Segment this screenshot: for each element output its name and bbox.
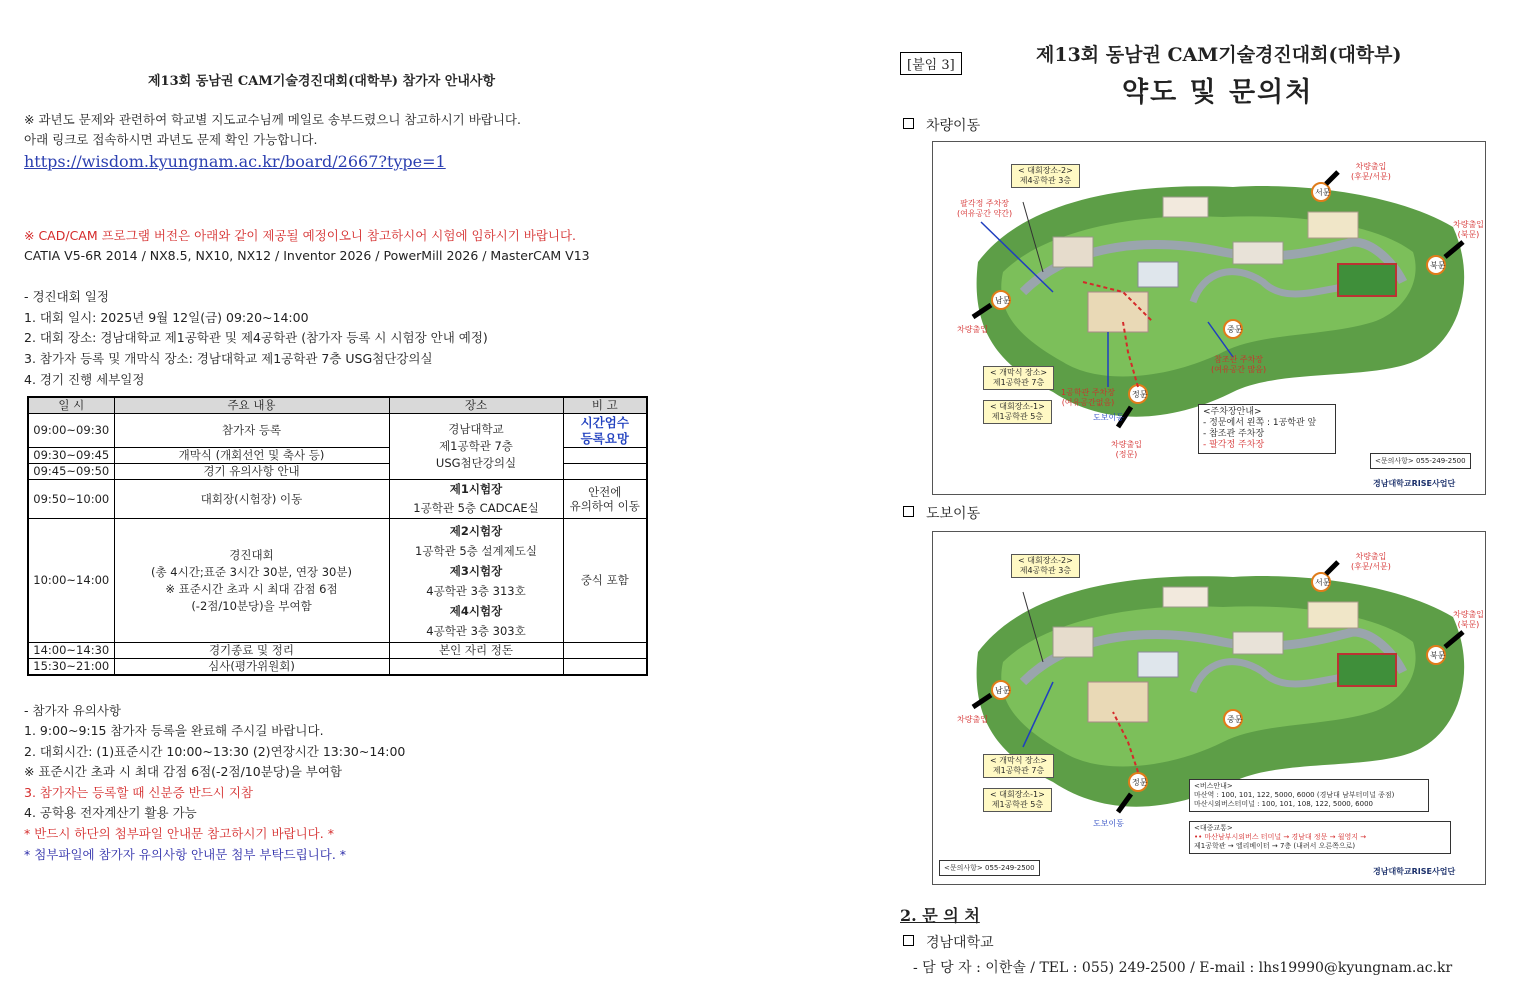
info-line: <버스안내> (1194, 782, 1233, 790)
section-label: 도보이동 (926, 506, 981, 522)
content-cell: 경기 유의사항 안내 (114, 464, 389, 480)
caution-item: 2. 대회시간: (1)표준시간 10:00~13:30 (2)연장시간 13:30~14:00 (24, 744, 406, 759)
caution-item: * 반드시 하단의 첨부파일 안내문 참고하시기 바랍니다. * (24, 826, 334, 841)
label-line: 차량출입 (1453, 610, 1484, 619)
table-row (28, 414, 647, 448)
west-gate: 서문 (1315, 578, 1331, 587)
parking-chamjo-label (1211, 355, 1266, 375)
brand-logo: 경남대학교RISE사업단 (1373, 867, 1456, 876)
venue-cell (389, 480, 563, 519)
schedule-item: 4. 경기 진행 세부일정 (24, 372, 145, 387)
table-header-row (28, 397, 647, 414)
note-line: 유의하여 이동 (569, 499, 640, 513)
venue-line: USG첨단강의실 (435, 456, 517, 470)
info-line: 제1공학관 → 엘리베이터 → 7층 (내려서 오른쪽으로) (1194, 842, 1356, 850)
content-cell: 심사(평가위원회) (114, 659, 389, 676)
label-line: (여유공간없음) (1061, 398, 1115, 407)
table-header: 주요 내용 (114, 397, 389, 414)
schedule-item: 3. 참가자 등록 및 개막식 장소: 경남대학교 제1공학관 7층 USG첨단강의실 (24, 351, 433, 366)
label-line: 팔각정 주차장 (960, 199, 1010, 208)
cad-notice: ※ CAD/CAM 프로그램 버전은 아래와 같이 제공될 예정이오니 참고하시어 시험에 임하시기 바랍니다. (24, 228, 577, 243)
info-line: •• 마산남부시외버스 터미널 → 경남대 정문 → 월영지 → (1194, 833, 1367, 841)
label-line: < 대회장소-1> (990, 790, 1045, 799)
note-line: 등록요망 (580, 430, 629, 446)
time-cell: 09:30~09:45 (28, 448, 114, 464)
schedule-table (27, 396, 648, 676)
table-row (28, 480, 647, 519)
venue-cell (389, 659, 563, 676)
walk-label: 도보이동 (1093, 819, 1124, 828)
caution-item: 1. 9:00~9:15 참가자 등록을 완료해 주시길 바랍니다. (24, 723, 324, 738)
main-gate-label (1111, 440, 1142, 460)
venue-line: 4공학관 3층 313호 (426, 583, 526, 598)
label-line: (후문/서문) (1351, 562, 1391, 571)
time-cell: 15:30~21:00 (28, 659, 114, 676)
west-gate-label (1351, 552, 1391, 572)
brand-logo: 경남대학교RISE사업단 (1373, 479, 1456, 488)
venue1-label (983, 788, 1052, 812)
content-cell: 참가자 등록 (114, 414, 389, 448)
note-cell (563, 659, 647, 676)
checkbox-icon (903, 935, 914, 946)
schedule-item: 2. 대회 장소: 경남대학교 제1공학관 및 제4공학관 (참가자 등록 시 시험장 안내 예정) (24, 330, 488, 345)
venue-line: 1공학관 5층 설계제도실 (415, 543, 537, 558)
venue-line: 제1시험장 (449, 482, 503, 496)
content-cell: 경기종료 및 정리 (114, 643, 389, 659)
schedule-item: 1. 대회 일시: 2025년 9월 12일(금) 09:20~14:00 (24, 310, 309, 325)
org-line (903, 932, 994, 952)
venue2-label (1011, 554, 1080, 578)
note-line: 시간엄수 (580, 414, 629, 430)
info-line: <대중교통> (1194, 824, 1233, 832)
label-line: < 대회장소-2> (1018, 556, 1073, 565)
north-gate: 북문 (1430, 651, 1446, 660)
table-header: 비 고 (563, 397, 647, 414)
note-cell (563, 464, 647, 480)
time-cell: 09:45~09:50 (28, 464, 114, 480)
label-line: 제1공학관 5층 (991, 800, 1044, 809)
venue-line: 4공학관 3층 303호 (426, 623, 526, 638)
right-title: 제13회 동남권 CAM기술경진대회(대학부) (1036, 44, 1402, 66)
contact-box: <문의사항> 055-249-2500 (1370, 453, 1471, 469)
south-gate-label: 차량출입 (957, 325, 988, 334)
label-line: 제1공학관 5층 (991, 412, 1044, 421)
parking-palgak-label (957, 199, 1012, 219)
note-cell (563, 448, 647, 464)
bus-info-box (1189, 779, 1429, 812)
label-line: < 개막식 장소> (990, 756, 1048, 765)
note-cell (563, 480, 647, 519)
label-line: 제4공학관 3층 (1019, 566, 1072, 575)
label-line: 차량출입 (1111, 440, 1142, 449)
transit-info-box (1189, 821, 1451, 854)
caution-heading: - 참가자 유의사항 (24, 703, 121, 718)
west-gate-label (1351, 162, 1391, 182)
label-line: < 대회장소-1> (990, 402, 1045, 411)
label-line: (정문) (1115, 450, 1138, 459)
contact-box: <문의사항> 055-249-2500 (939, 860, 1040, 876)
schedule-heading: - 경진대회 일정 (24, 289, 109, 304)
walk-label: 도보이동 (1093, 413, 1124, 422)
label-line: (북문) (1457, 230, 1480, 239)
north-gate-label (1453, 610, 1484, 630)
label-line: 제1공학관 7층 (992, 378, 1045, 387)
note-cell: 중식 포함 (563, 519, 647, 643)
label-line: 참조관 주차장 (1214, 355, 1264, 364)
checkbox-icon (903, 506, 914, 517)
note-cell (563, 414, 647, 448)
past-problems-link[interactable]: https://wisdom.kyungnam.ac.kr/board/2667?type=1 (24, 152, 446, 171)
info-line: 마산역 : 100, 101, 122, 5000, 6000 (경남대 남부터미널 종점) (1194, 791, 1395, 799)
label-line: 차량출입 (1453, 220, 1484, 229)
label-line: (여유공간 많음) (1211, 365, 1267, 374)
content-cell (114, 519, 389, 643)
time-cell: 10:00~14:00 (28, 519, 114, 643)
content-line: (-2점/10분당)을 부여함 (191, 598, 312, 613)
label-line: < 개막식 장소> (990, 368, 1048, 377)
notice-text: ※ 과년도 문제와 관련하여 학교별 지도교수님께 메일로 송부드렸으니 참고하시기 바랍니다. (24, 112, 521, 127)
table-row (28, 659, 647, 676)
caution-item: * 첨부파일에 참가자 유의사항 안내문 첨부 부탁드립니다. * (24, 847, 347, 862)
north-gate: 북문 (1430, 261, 1446, 270)
contact-line: - 담 당 자 : 이한솔 / TEL : 055) 249-2500 / E-mail : lhs19990@kyungnam.ac.kr (913, 960, 1453, 976)
label-line: 제4공학관 3층 (1019, 176, 1072, 185)
venue-line: 제2시험장 (449, 523, 503, 538)
info-line: - 정문에서 왼쪽 : 1공학관 앞 (1203, 418, 1317, 428)
label-line: (여유공간 약간) (957, 209, 1013, 218)
venue2-label (1011, 164, 1080, 188)
content-line: 경진대회 (229, 547, 274, 562)
venue-line: 1공학관 5층 CADCAE실 (413, 501, 539, 515)
cad-versions: CATIA V5-6R 2014 / NX8.5, NX10, NX12 / Inventor 2026 / PowerMill 2026 / MasterCAM V13 (24, 248, 590, 263)
content-line: (총 4시간;표준 3시간 30분, 연장 30분) (151, 564, 352, 579)
caution-item: 4. 공학용 전자계산기 활용 가능 (24, 805, 197, 820)
mid-gate: 중문 (1227, 715, 1243, 724)
campus-map-car (932, 141, 1486, 495)
info-line: - 참조관 주차장 (1203, 429, 1265, 439)
south-gate-label: 차량출입 (957, 715, 988, 724)
info-line: 마산시외버스터미널 : 100, 101, 108, 122, 5000, 6000 (1194, 800, 1373, 808)
north-gate-label (1453, 220, 1484, 240)
section2-title: 2. 문 의 처 (900, 906, 980, 925)
time-cell: 09:50~10:00 (28, 480, 114, 519)
opening-label (983, 754, 1054, 778)
table-header: 장소 (389, 397, 563, 414)
venue-line: 제4시험장 (449, 603, 503, 618)
org-label: 경남대학교 (926, 935, 994, 951)
right-subtitle: 약도 및 문의처 (1122, 77, 1314, 108)
caution-item: 3. 참가자는 등록할 때 신분증 반드시 지참 (24, 785, 253, 800)
south-gate: 남문 (995, 686, 1011, 695)
south-gate: 남문 (995, 296, 1011, 305)
note-cell (563, 643, 647, 659)
section-label: 차량이동 (926, 118, 981, 134)
checkbox-icon (903, 118, 914, 129)
section-car (903, 115, 980, 135)
page-title: 제13회 동남권 CAM기술경진대회(대학부) 참가자 안내사항 (148, 74, 496, 89)
campus-map-walk (932, 531, 1486, 885)
venue-cell (389, 414, 563, 480)
table-header: 일 시 (28, 397, 114, 414)
table-row (28, 519, 647, 643)
section-walk (903, 503, 980, 523)
main-gate: 정문 (1132, 778, 1148, 787)
info-line: - 팔각정 주차장 (1203, 440, 1265, 450)
content-cell: 개막식 (개회선언 및 축사 등) (114, 448, 389, 464)
venue-line: 경남대학교 (448, 422, 504, 436)
parking-eng1-label (1061, 388, 1115, 408)
parking-info-box (1198, 404, 1336, 454)
label-line: (북문) (1457, 620, 1480, 629)
notice-text: 아래 링크로 접속하시면 과년도 문제 확인 가능합니다. (24, 132, 318, 147)
label-line: 차량출입 (1355, 162, 1387, 171)
venue-line: 제1공학관 7층 (439, 439, 513, 453)
note-line: 안전에 (588, 485, 622, 499)
label-line: (후문/서문) (1351, 172, 1391, 181)
info-line: <주차장안내> (1203, 407, 1262, 417)
label-line: < 대회장소-2> (1018, 166, 1073, 175)
opening-label (983, 366, 1054, 390)
table-row (28, 643, 647, 659)
west-gate: 서문 (1315, 188, 1331, 197)
content-line: ※ 표준시간 초과 시 최대 감점 6점 (165, 581, 338, 596)
content-cell: 대회장(시험장) 이동 (114, 480, 389, 519)
time-cell: 09:00~09:30 (28, 414, 114, 448)
mid-gate: 중문 (1227, 325, 1243, 334)
venue-line: 제3시험장 (449, 563, 503, 578)
venue-cell: 본인 자리 정돈 (389, 643, 563, 659)
venue1-label (983, 400, 1052, 424)
label-line: 제1공학관 7층 (992, 766, 1045, 775)
attachment-tag: [붙임 3] (900, 52, 962, 75)
label-line: 1공학관 주차장 (1061, 388, 1116, 397)
label-line: 차량출입 (1355, 552, 1387, 561)
venue-cell (389, 519, 563, 643)
main-gate: 정문 (1132, 390, 1148, 399)
time-cell: 14:00~14:30 (28, 643, 114, 659)
caution-item: ※ 표준시간 초과 시 최대 감점 6점(-2점/10분당)을 부여함 (24, 764, 343, 779)
